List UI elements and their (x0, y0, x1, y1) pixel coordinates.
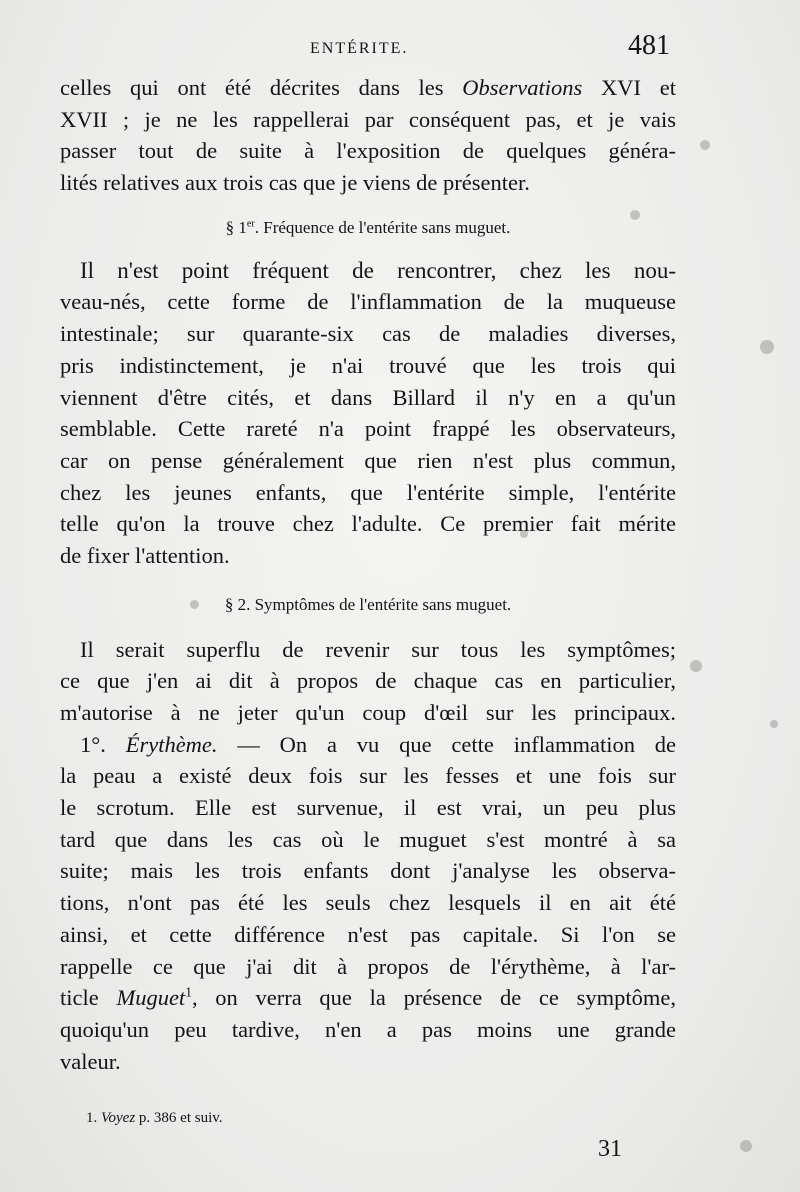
text-line (60, 72, 676, 104)
text-line: ainsi, et cette différence n'est pas capitale. Si l'on se (60, 921, 676, 947)
text-line: de fixer l'attention. (60, 542, 230, 568)
text-line: viennent d'être cités, et dans Billard il n'y en a qu'un (60, 384, 676, 410)
footnote (86, 1110, 223, 1127)
italic-span: Muguet (116, 985, 186, 1011)
text-line (60, 982, 676, 1014)
text-line: veau-nés, cette forme de l'inflammation de la muqueuse (60, 289, 676, 315)
scan-speck (690, 660, 702, 672)
text-line: Il n'est point fréquent de rencontrer, chez les nou- (80, 257, 676, 283)
text-line: valeur. (60, 1048, 121, 1074)
section-heading-2: § 2. Symptômes de l'entérite sans muguet. (224, 594, 512, 614)
running-head: ENTÉRITE. (310, 40, 409, 57)
text-line (60, 729, 676, 761)
text-line: le scrotum. Elle est survenue, il est vrai, un peu plus (60, 795, 676, 821)
text-span: , on verra que la présence de ce symptôme, (191, 985, 676, 1011)
text-span: ticle (60, 985, 117, 1011)
text-line: m'autorise à ne jeter qu'un coup d'œil sur les principaux. (60, 700, 676, 725)
text-line: Il serait superflu de revenir sur tous les symptômes; (80, 636, 676, 662)
text-line: suite; mais les trois enfants dont j'analyse les observa- (60, 858, 676, 884)
text-line: telle qu'on la trouve chez l'adulte. Ce premier fait mérite (60, 511, 676, 537)
heading-title: . Fréquence de l'entérite sans muguet. (254, 217, 511, 237)
page-header (60, 30, 670, 70)
text-line: passer tout de suite à l'exposition de quelques généra- (60, 138, 676, 164)
text-line: tions, n'ont pas été les seuls chez lesquels il en ait été (60, 890, 676, 916)
text-span: XVI et (582, 75, 676, 100)
text-span: celles qui ont été décrites dans les (60, 75, 463, 100)
text-line: XVII ; je ne les rappellerai par conséquent pas, et je vais (60, 106, 676, 132)
italic-span: Voyez (101, 1110, 136, 1126)
section-heading-1 (60, 211, 676, 245)
text-span: p. 386 et suiv. (135, 1110, 223, 1126)
italic-span: Érythème. (125, 731, 218, 757)
text-line: pris indistinctement, je n'ai trouvé que les trois qui (60, 352, 676, 378)
scan-speck (700, 140, 710, 150)
footnote-number: 1. (86, 1110, 98, 1126)
heading-sup: er (246, 218, 255, 230)
text-line: chez les jeunes enfants, que l'entérite simple, l'entérite (60, 479, 676, 505)
text-line: car on pense généralement que rien n'est plus commun, (60, 447, 676, 473)
italic-span: Observations (462, 75, 583, 100)
footnote-marker: 1 (185, 984, 192, 1000)
body-text (60, 72, 676, 1077)
list-number: 1°. (80, 731, 126, 757)
text-line: ce que j'en ai dit à propos de chaque cas en particulier, (60, 668, 676, 694)
heading-prefix: § 1 (225, 217, 247, 237)
signature-mark: 31 (598, 1136, 622, 1162)
text-line: rappelle ce que j'ai dit à propos de l'érythème, à l'ar- (60, 953, 676, 979)
page-number: 481 (628, 30, 670, 61)
text-line: quoiqu'un peu tardive, n'en a pas moins une grande (60, 1016, 676, 1042)
text-line: lités relatives aux trois cas que je viens de présenter. (60, 170, 530, 196)
scan-speck (770, 720, 778, 728)
text-line: intestinale; sur quarante-six cas de maladies diverses, (60, 321, 676, 347)
scan-speck (740, 1140, 752, 1152)
text-line: la peau a existé deux fois sur les fesses et une fois sur (60, 763, 676, 789)
scan-speck (760, 340, 774, 354)
text-span: — On a vu que cette inflammation de (217, 731, 676, 757)
text-line: tard que dans les cas où le muguet s'est montré à sa (60, 826, 676, 852)
text-line: semblable. Cette rareté n'a point frappé les observateurs, (60, 416, 676, 442)
